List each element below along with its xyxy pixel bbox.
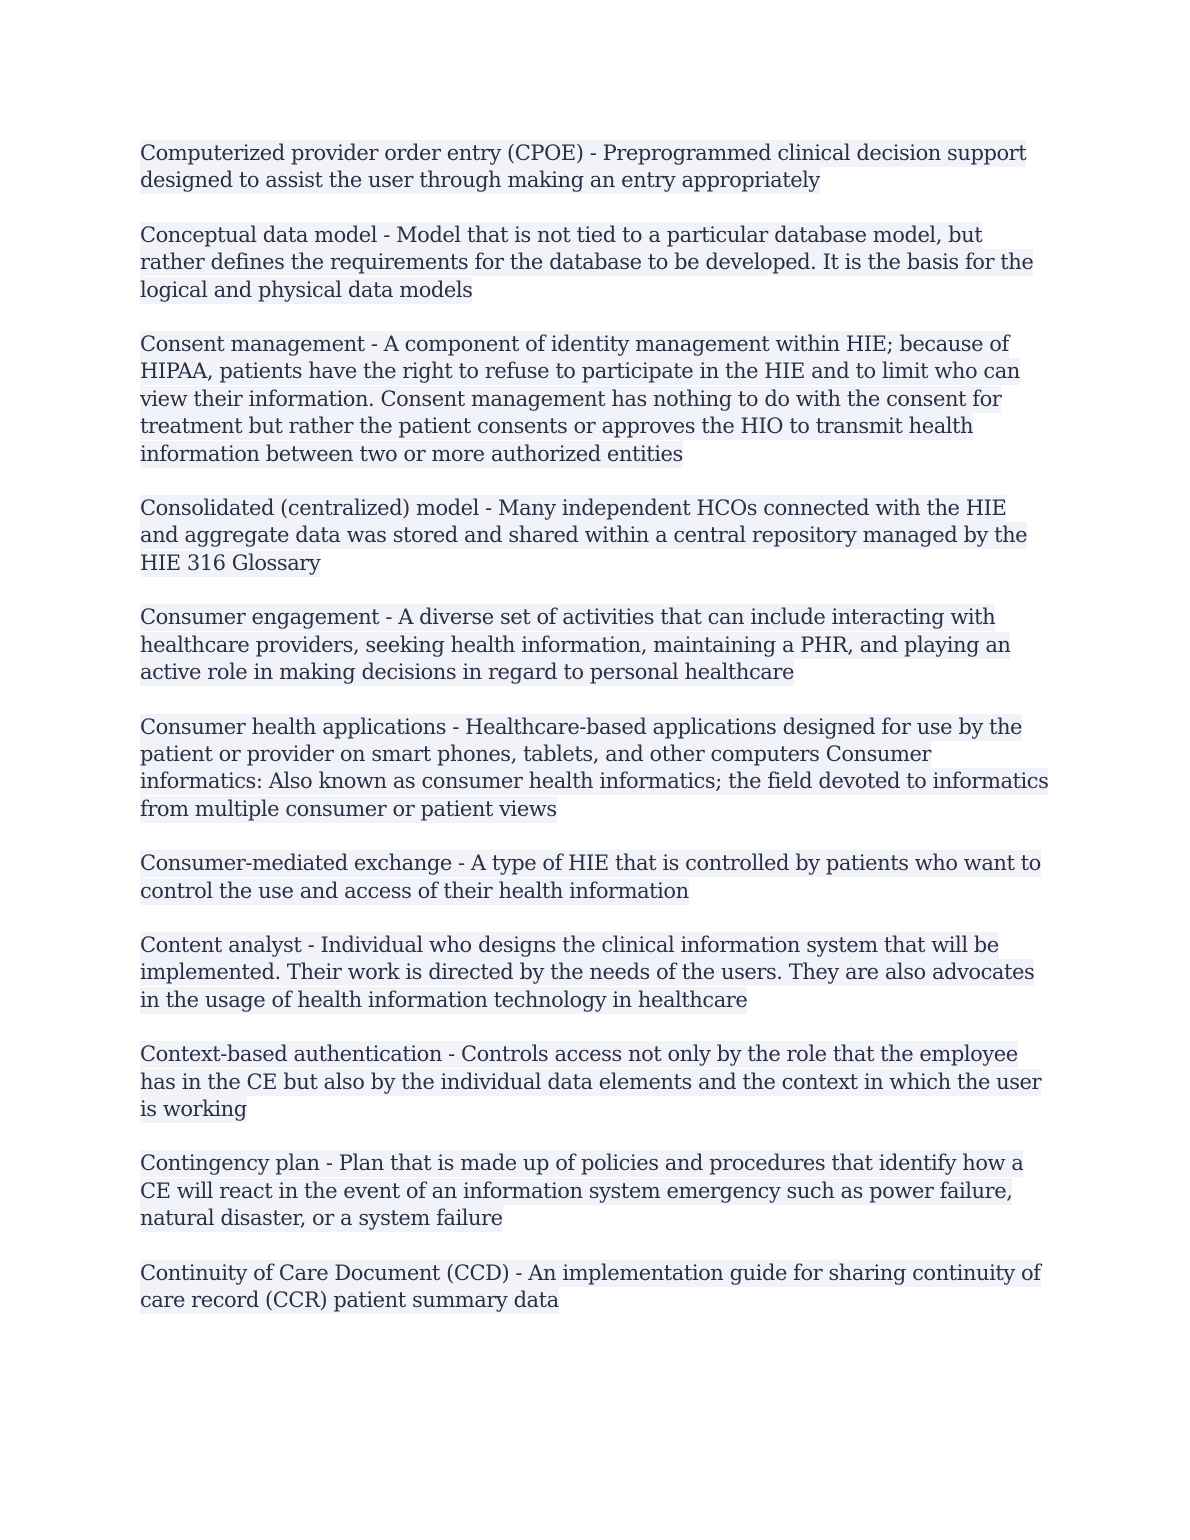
glossary-entry-context-based-authentication	[140, 1041, 1050, 1123]
glossary-entry-text: Consumer-mediated exchange - A type of HIE that is controlled by patients who want to control the use and access of their health information	[140, 851, 1041, 903]
glossary-entry-consumer-health-applications	[140, 714, 1050, 824]
glossary-entry-contingency-plan	[140, 1150, 1050, 1232]
glossary-entry-consumer-mediated-exchange	[140, 850, 1050, 905]
glossary-entry-ccd	[140, 1260, 1050, 1315]
glossary-entry-text: Consumer engagement - A diverse set of activities that can include interacting with healthcare providers, seeking health information, maintaining a PHR, and playing an active role in making decisions in regard to personal healthcare	[140, 605, 1011, 685]
glossary-entry-consent-management	[140, 331, 1050, 468]
glossary-entry-text: Computerized provider order entry (CPOE) - Preprogrammed clinical decision support designed to assist the user through making an entry appropriately	[140, 141, 1027, 193]
glossary-entry-conceptual-data-model	[140, 222, 1050, 304]
glossary-entry-text: Consolidated (centralized) model - Many independent HCOs connected with the HIE and aggregate data was stored and shared within a central repository managed by the HIE 316 Glossary	[140, 496, 1028, 575]
glossary-entry-text: Content analyst - Individual who designs the clinical information system that will be implemented. Their work is directed by the needs of the users. They are also advocates in the usage of health information technology in healthcare	[140, 932, 1035, 1012]
glossary-entry-text: Contingency plan - Plan that is made up of policies and procedures that identify how a CE will react in the event of an information system emergency such as power failure, natural disaster, or a system failure	[140, 1151, 1024, 1231]
document-page	[140, 140, 1050, 1341]
glossary-entry-consumer-engagement	[140, 604, 1050, 686]
glossary-entry-text: Consent management - A component of identity management within HIE; because of HIPAA, patients have the right to refuse to participate in the HIE and to limit who can view their information. Consent management has nothing to do with the consent for treatment but rather the patient consents or approves the HIO to transmit health information between two or more authorized entities	[140, 332, 1020, 466]
glossary-entry-text: Conceptual data model - Model that is not tied to a particular database model, but rather defines the requirements for the database to be developed. It is the basis for the logical and physical data models	[140, 222, 1034, 302]
glossary-entry-cpoe	[140, 140, 1050, 195]
glossary-entry-consolidated-model	[140, 495, 1050, 577]
glossary-entry-content-analyst	[140, 932, 1050, 1014]
glossary-entry-text: Context-based authentication - Controls access not only by the role that the employee has in the CE but also by the individual data elements and the context in which the user is working	[140, 1042, 1042, 1121]
glossary-entry-text: Consumer health applications - Healthcare-based applications designed for use by the patient or provider on smart phones, tablets, and other computers Consumer informatics: Also known as consumer health informatics; the field devoted to informatics from multiple consumer or patient views	[140, 714, 1049, 821]
glossary-entry-text: Continuity of Care Document (CCD) - An implementation guide for sharing continuity of care record (CCR) patient summary data	[140, 1260, 1041, 1312]
